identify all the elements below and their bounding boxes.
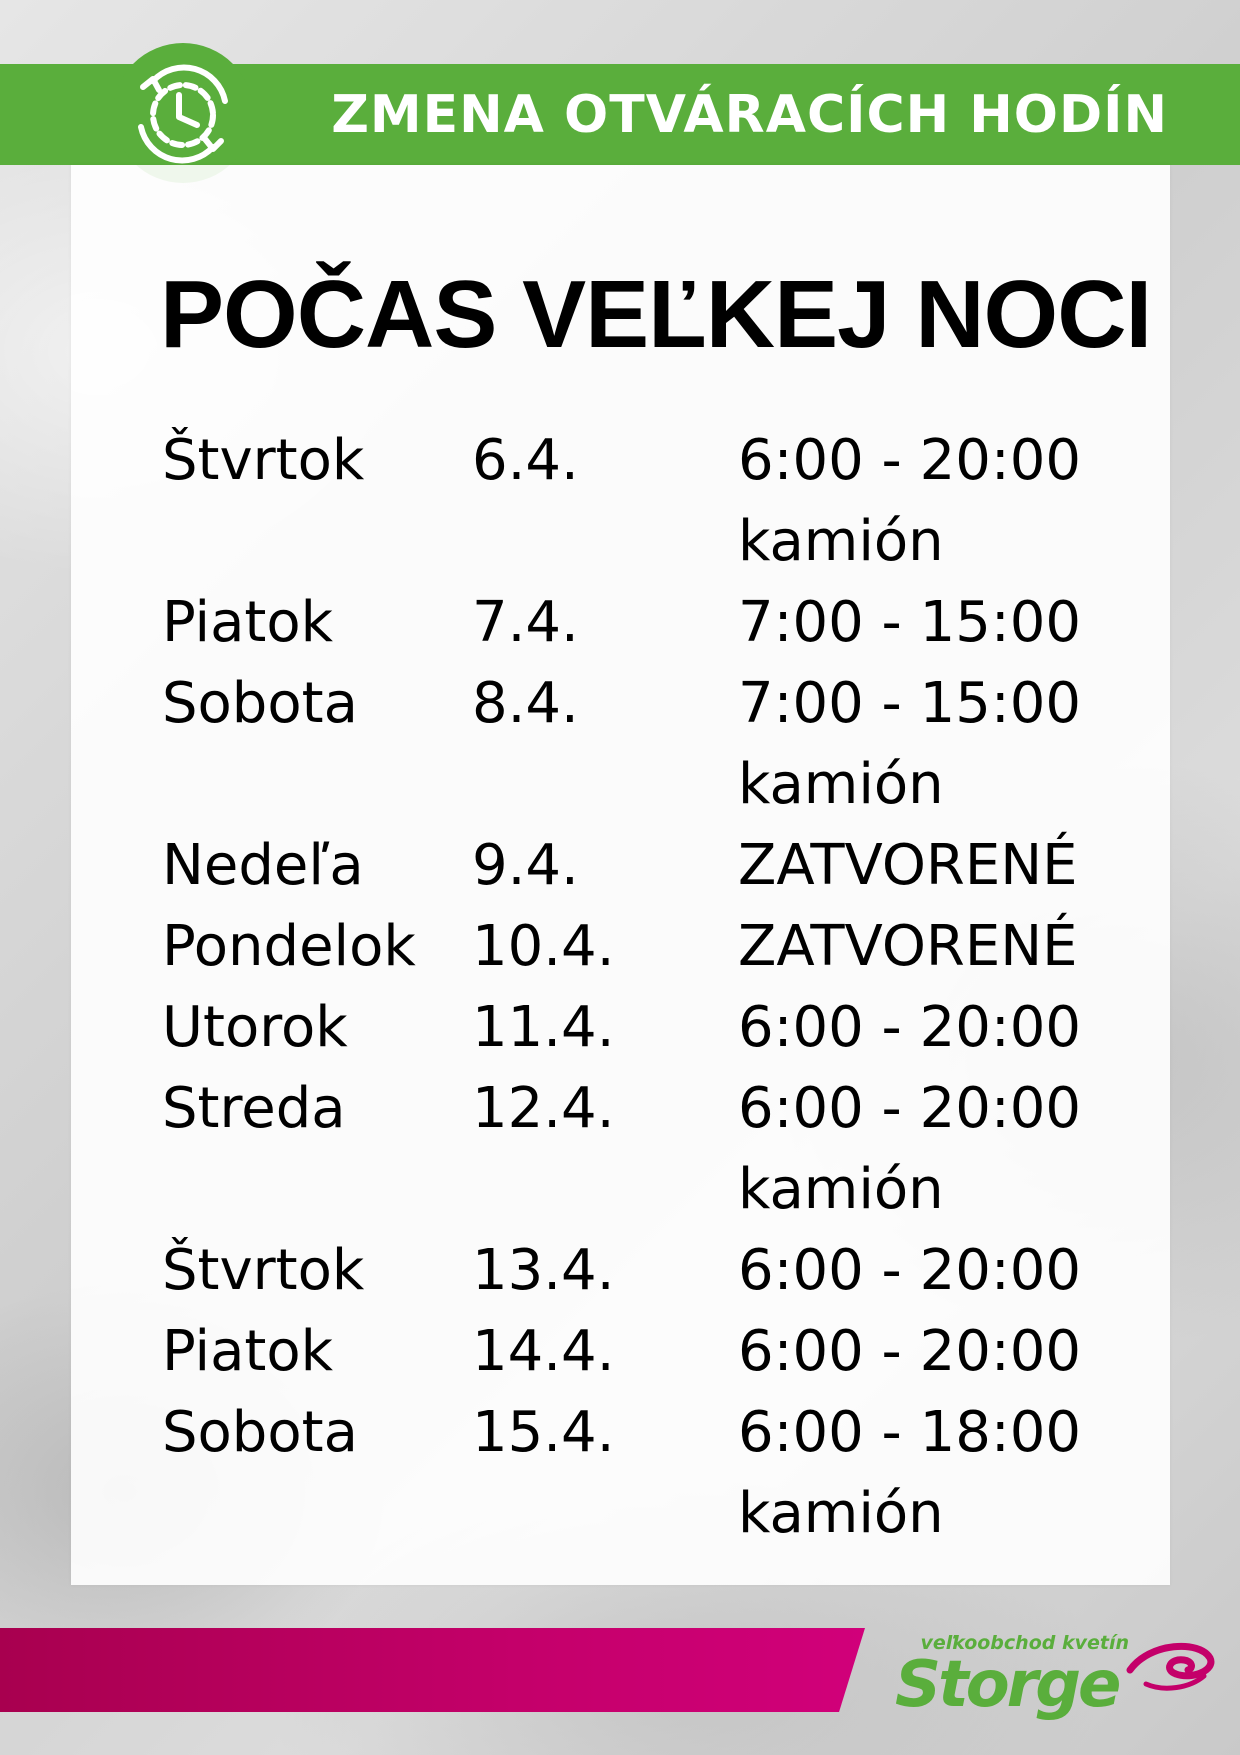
hours-cell: 6:00 - 20:00 [738, 995, 1081, 1060]
hours-cell: kamión [738, 752, 944, 817]
date-cell: 15.4. [472, 1400, 615, 1465]
date-cell: 10.4. [472, 914, 615, 979]
clock-refresh-icon [113, 43, 253, 183]
day-cell: Pondelok [162, 914, 416, 979]
date-cell: 6.4. [472, 428, 579, 493]
date-cell: 7.4. [472, 590, 579, 655]
hours-cell: 7:00 - 15:00 [738, 590, 1081, 655]
storge-logo [895, 1630, 1225, 1720]
date-cell: 14.4. [472, 1319, 615, 1384]
logo-tagline: veľkoobchod kvetín [920, 1632, 1129, 1654]
hours-cell: 6:00 - 20:00 [738, 1076, 1081, 1141]
date-cell: 13.4. [472, 1238, 615, 1303]
hours-cell: 6:00 - 18:00 [738, 1400, 1081, 1465]
hours-cell: ZATVORENÉ [738, 833, 1078, 898]
hours-cell: kamión [738, 509, 944, 574]
header-title: ZMENA OTVÁRACÍCH HODÍN [331, 84, 1168, 145]
day-cell: Streda [162, 1076, 346, 1141]
footer-stripe [0, 1628, 865, 1712]
day-cell: Nedeľa [162, 833, 364, 898]
flower-swirl-icon [1120, 1640, 1220, 1710]
date-cell: 12.4. [472, 1076, 615, 1141]
day-cell: Piatok [162, 590, 334, 655]
panel-title: POČAS VEĽKEJ NOCI [160, 261, 1152, 368]
logo-wordmark: Storge [895, 1648, 1119, 1722]
hours-cell: 6:00 - 20:00 [738, 1319, 1081, 1384]
day-cell: Utorok [162, 995, 348, 1060]
date-cell: 8.4. [472, 671, 579, 736]
day-cell: Štvrtok [162, 428, 365, 493]
hours-cell: 6:00 - 20:00 [738, 428, 1081, 493]
hours-cell: kamión [738, 1157, 944, 1222]
date-cell: 9.4. [472, 833, 579, 898]
day-cell: Štvrtok [162, 1238, 365, 1303]
hours-cell: 6:00 - 20:00 [738, 1238, 1081, 1303]
hours-cell: ZATVORENÉ [738, 914, 1078, 979]
day-cell: Sobota [162, 1400, 358, 1465]
hours-cell: 7:00 - 15:00 [738, 671, 1081, 736]
date-cell: 11.4. [472, 995, 615, 1060]
day-cell: Sobota [162, 671, 358, 736]
hours-cell: kamión [738, 1481, 944, 1546]
day-cell: Piatok [162, 1319, 334, 1384]
